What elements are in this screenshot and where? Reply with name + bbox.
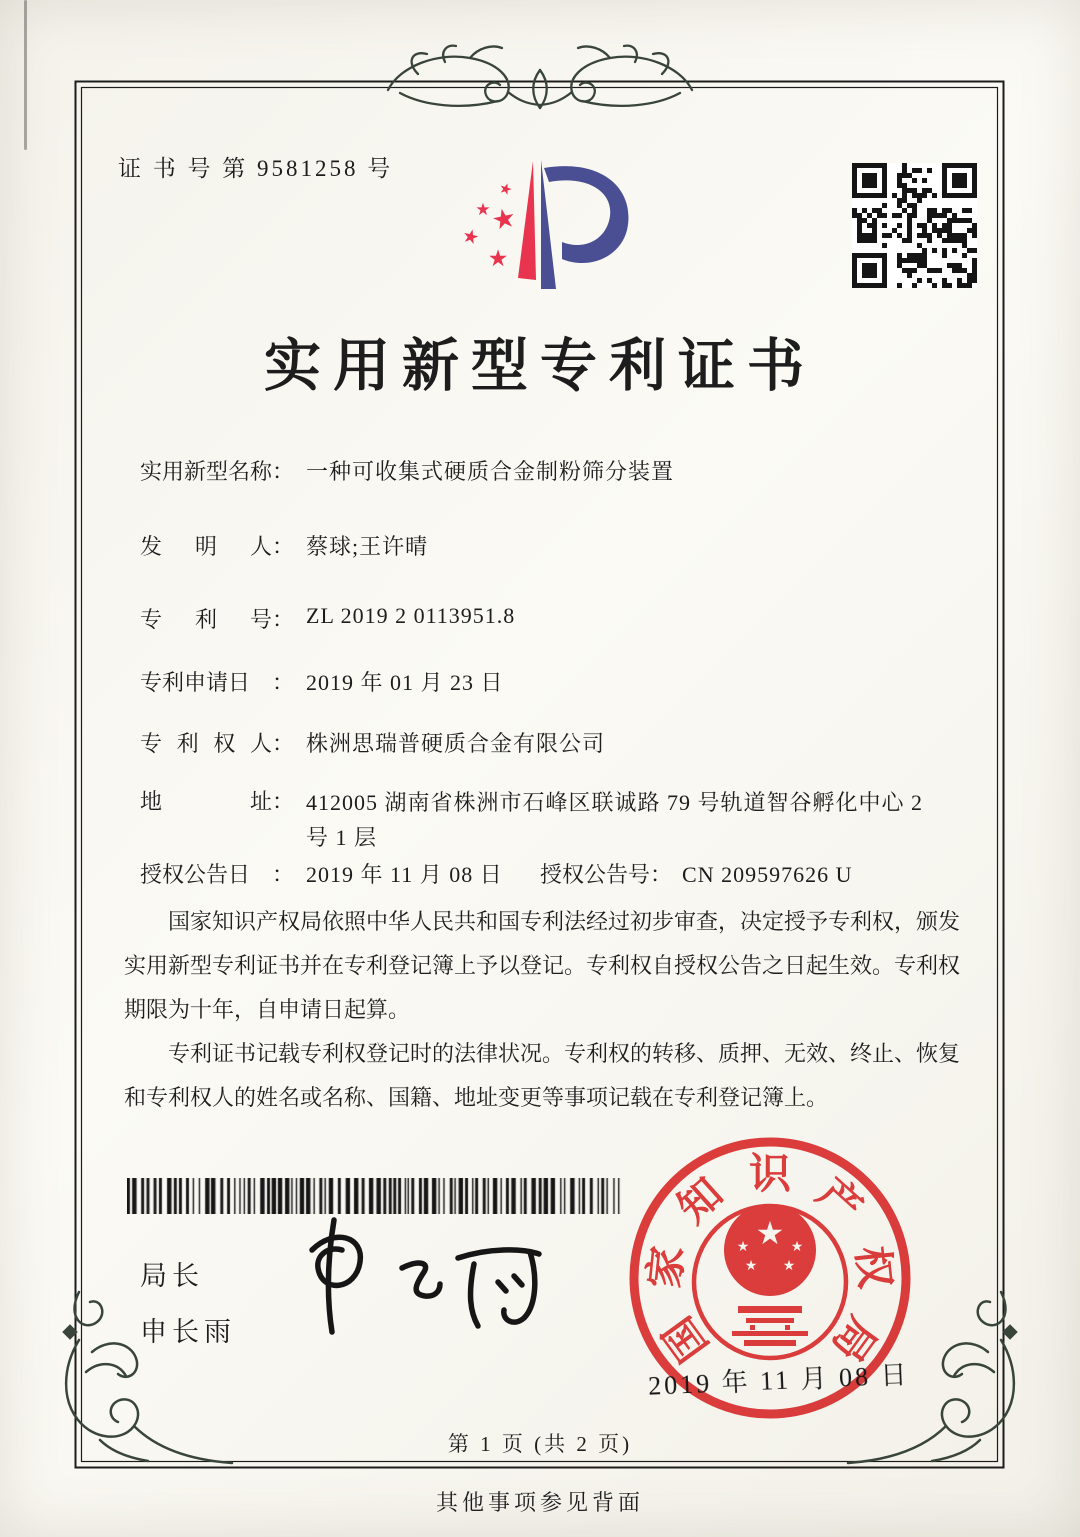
svg-text:知: 知 xyxy=(670,1170,733,1233)
svg-text:★: ★ xyxy=(782,1259,796,1274)
field-label: 授权公告号 xyxy=(540,862,651,887)
seal-date: 2019 年 11 月 08 日 xyxy=(647,1360,911,1401)
svg-text:★: ★ xyxy=(736,1240,750,1255)
legal-paragraph-2: 专利证书记载专利权登记时的法律状况。专利权的转移、质押、无效、终止、恢复和专利权人的姓名或名称、国籍、地址变更等事项记载在专利登记簿上。 xyxy=(124,1041,961,1110)
legal-paragraph-1: 国家知识产权局依照中华人民共和国专利法经过初步审查，决定授予专利权，颁发实用新型专利证书并在专利登记簿上予以登记。专利权自授权公告之日起生效。专利权期限为十年，自申请日起算。 xyxy=(124,909,961,1022)
field-utility-model-name: 实用新型名称： 一种可收集式硬质合金制粉筛分装置 xyxy=(140,455,674,486)
svg-text:★: ★ xyxy=(496,180,515,200)
field-label: 专利号 xyxy=(140,607,272,632)
svg-text:★: ★ xyxy=(459,225,482,250)
field-value: 412005 湖南省株洲市石峰区联诚路 79 号轨道智谷孵化中心 2 号 1 层 xyxy=(306,790,924,850)
field-value: 一种可收集式硬质合金制粉筛分装置 xyxy=(306,459,675,484)
field-value: 蔡球;王许晴 xyxy=(306,534,429,559)
svg-text:★: ★ xyxy=(487,246,509,271)
director-name: 申长雨 xyxy=(140,1317,236,1347)
cnipa-logo xyxy=(438,146,668,318)
field-value: CN 209597626 U xyxy=(682,862,853,887)
svg-text:权: 权 xyxy=(847,1243,898,1291)
field-grant-date: 授权公告日 ： 2019 年 11 月 08 日 xyxy=(140,858,503,889)
field-value: 2019 年 01 月 23 日 xyxy=(306,670,504,695)
field-value: 2019 年 11 月 08 日 xyxy=(306,862,503,887)
svg-text:★: ★ xyxy=(790,1240,804,1255)
back-note: 其他事项参见背面 xyxy=(435,1490,644,1515)
field-label: 地址 xyxy=(140,789,272,814)
top-center-ornament xyxy=(388,46,692,108)
field-patentee: 专利权人： 株洲思瑞普硬质合金有限公司 xyxy=(140,727,605,758)
svg-text:★: ★ xyxy=(475,200,491,219)
svg-text:识: 识 xyxy=(748,1152,792,1198)
field-grant-number: 授权公告号： CN 209597626 U xyxy=(540,862,853,887)
field-inventor: 发明人： 蔡球;王许晴 xyxy=(140,530,428,561)
scan-fold-artifact xyxy=(24,0,27,150)
field-label: 专利权人 xyxy=(140,731,272,756)
field-value: ZL 2019 2 0113951.8 xyxy=(306,603,516,628)
logo-stars xyxy=(460,180,519,271)
seal-national-emblem xyxy=(694,1204,846,1358)
field-label: 发明人 xyxy=(140,534,272,559)
director-title: 局长 xyxy=(140,1261,204,1291)
svg-text:局: 局 xyxy=(822,1308,885,1370)
legal-text xyxy=(124,900,960,1120)
qr-code xyxy=(852,163,977,288)
logo-blue-p xyxy=(541,160,628,289)
svg-text:★: ★ xyxy=(755,1215,785,1251)
director-block xyxy=(140,1248,236,1360)
svg-text:产: 产 xyxy=(807,1170,870,1233)
field-patent-number: 专利号： ZL 2019 2 0113951.8 xyxy=(140,603,516,632)
certificate-title: 实用新型专利证书 xyxy=(264,335,816,398)
page-number: 第 1 页 (共 2 页) xyxy=(447,1432,633,1456)
field-label: 专利申请日 xyxy=(140,670,251,695)
field-label: 实用新型名称 xyxy=(140,459,273,484)
field-address: 地址： 412005 湖南省株洲市石峰区联诚路 79 号轨道智谷孵化中心 2 号 1 层 xyxy=(140,785,924,855)
field-filing-date: 专利申请日 ： 2019 年 01 月 23 日 xyxy=(140,666,504,697)
field-value: 株洲思瑞普硬质合金有限公司 xyxy=(306,731,606,756)
field-label: 授权公告日 xyxy=(140,862,251,887)
svg-text:★: ★ xyxy=(488,201,519,237)
certificate-number: 证 书 号 第 9581258 号 xyxy=(118,156,394,181)
svg-text:家: 家 xyxy=(642,1243,693,1291)
svg-text:国: 国 xyxy=(655,1308,718,1370)
svg-text:★: ★ xyxy=(744,1259,758,1274)
director-signature xyxy=(282,1206,550,1341)
logo-red-wedge xyxy=(518,161,536,280)
